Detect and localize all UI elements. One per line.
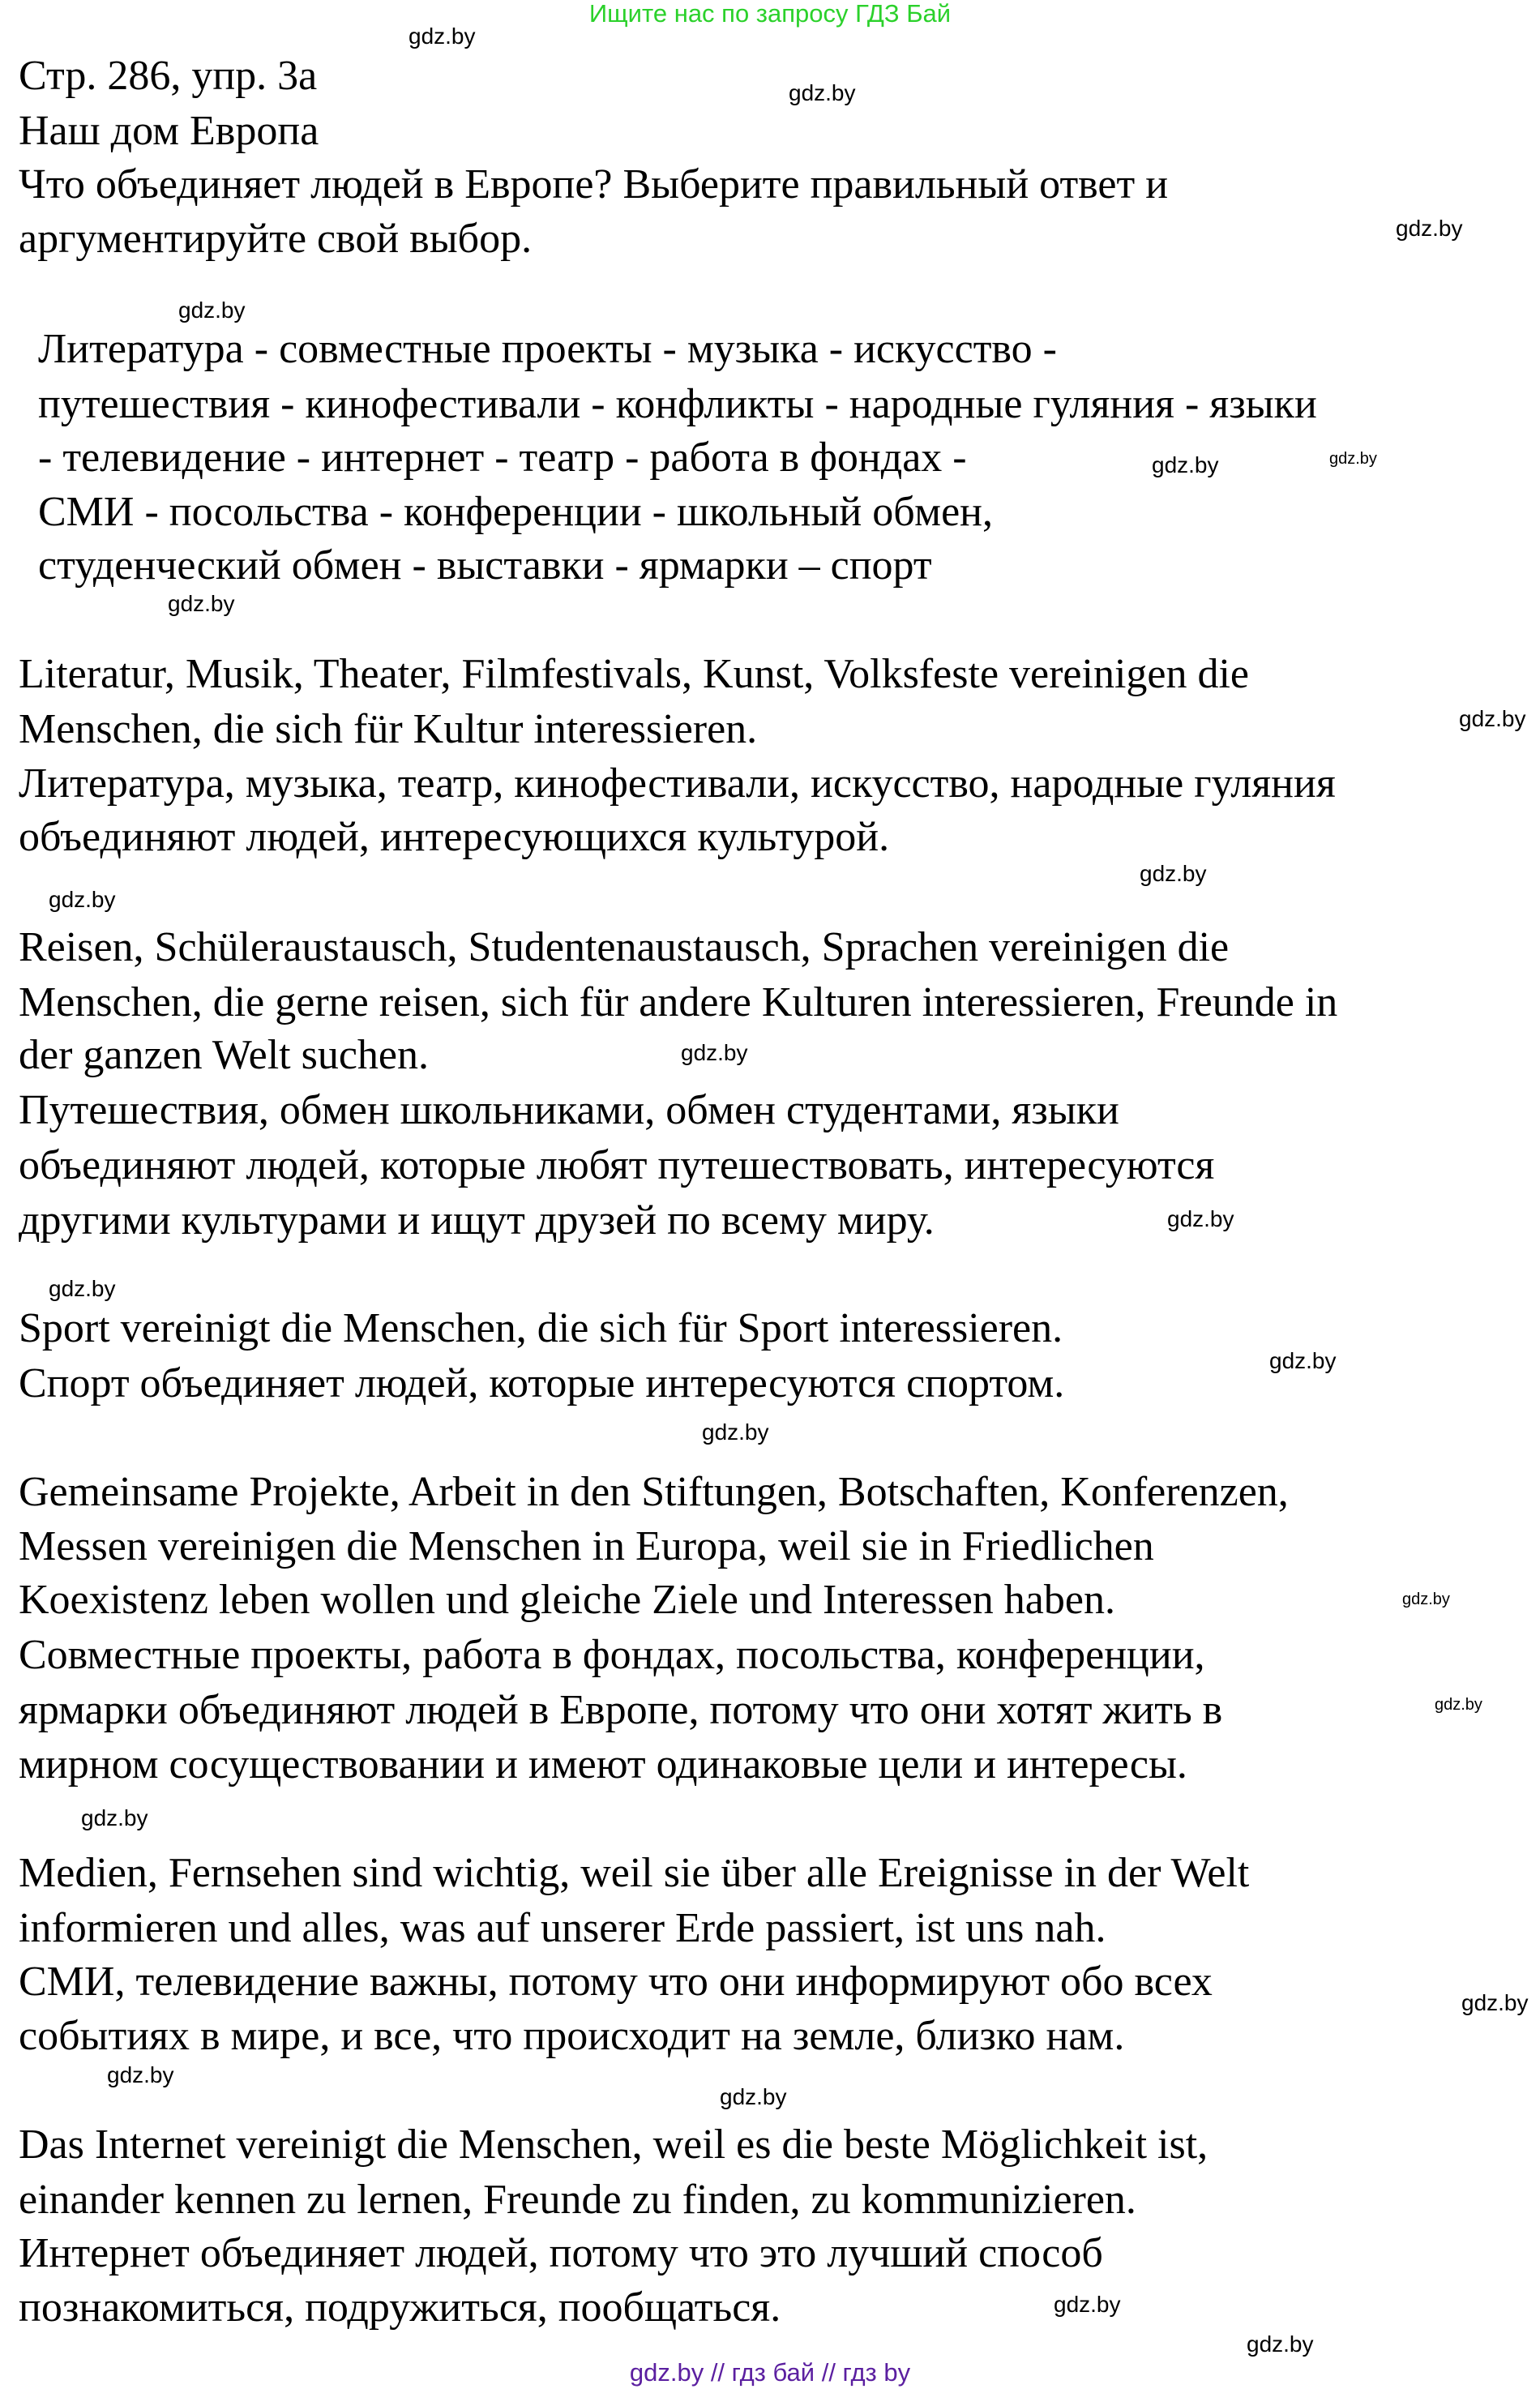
answer-line: событиях в мире, и все, что происходит на земле, близко нам. <box>19 2013 1125 2059</box>
answer-line: Messen vereinigen die Menschen in Europa, weil sie in Friedlichen <box>19 1523 1154 1569</box>
word-list-line: студенческий обмен - выставки - ярмарки – спорт <box>38 542 932 589</box>
word-list-line: - телевидение - интернет - театр - работа в фондах - <box>38 435 967 481</box>
watermark-text: gdz.by <box>1152 452 1219 477</box>
answer-line: ярмарки объединяют людей в Европе, потому что они хотят жить в <box>19 1687 1223 1733</box>
promo-banner[interactable]: Ищите нас по запросу ГДЗ Бай <box>588 0 952 28</box>
watermark-text: gdz.by <box>49 887 116 912</box>
task-line: аргументируйте свой выбор. <box>19 216 533 262</box>
answer-line: Reisen, Schüleraustausch, Studentenaustausch, Sprachen vereinigen die <box>19 924 1230 970</box>
answer-line: Sport vereinigt die Menschen, die sich für Sport interessieren. <box>19 1305 1063 1351</box>
answer-line: Gemeinsame Projekte, Arbeit in den Stiftungen, Botschaften, Konferenzen, <box>19 1469 1289 1515</box>
watermark-text: gdz.by <box>49 1276 116 1301</box>
watermark-text: gdz.by <box>702 1419 769 1445</box>
task-line: Что объединяет людей в Европе? Выберите правильный ответ и <box>19 161 1169 208</box>
answer-line: Medien, Fernsehen sind wichtig, weil sie über alle Ereignisse in der Welt <box>19 1850 1250 1896</box>
answer-line: Спорт объединяет людей, которые интересуются спортом. <box>19 1360 1065 1406</box>
watermark-text: gdz.by <box>1461 1990 1529 2015</box>
watermark-text: gdz.by <box>1054 2292 1121 2317</box>
answer-line: Das Internet vereinigt die Menschen, weil es die beste Möglichkeit ist, <box>19 2121 1208 2168</box>
answer-line: СМИ, телевидение важны, потому что они информируют обо всех <box>19 1959 1213 2005</box>
answer-line: einander kennen zu lernen, Freunde zu finden, zu kommunizieren. <box>19 2177 1136 2223</box>
answer-line: Совместные проекты, работа в фондах, посольства, конференции, <box>19 1632 1205 1678</box>
watermark-text: gdz.by <box>168 591 235 616</box>
watermark-text: gdz.by <box>1396 216 1463 241</box>
watermark-text: gdz.by <box>81 1805 148 1830</box>
answer-line: Menschen, die sich für Kultur interessieren. <box>19 706 758 752</box>
watermark-text: gdz.by <box>107 2062 174 2087</box>
answer-line: другими культурами и ищут друзей по всему миру. <box>19 1197 935 1244</box>
answer-line: объединяют людей, интересующихся культурой. <box>19 814 890 860</box>
answer-line: Menschen, die gerne reisen, sich für andere Kulturen interessieren, Freunde in <box>19 979 1338 1025</box>
watermark-text: gdz.by <box>1269 1348 1337 1373</box>
watermark-text: gdz.by <box>1247 2331 1314 2357</box>
watermark-text: gdz.by <box>1140 861 1207 886</box>
answer-line: Literatur, Musik, Theater, Filmfestivals, Kunst, Volksfeste vereinigen die <box>19 651 1250 697</box>
watermark-text: gdz.by <box>178 298 246 323</box>
watermark-text: gdz.by <box>789 80 856 105</box>
answer-line: мирном сосуществовании и имеют одинаковые цели и интересы. <box>19 1741 1187 1787</box>
answer-line: познакомиться, подружиться, пообщаться. <box>19 2284 781 2331</box>
watermark-text: gdz.by <box>1167 1206 1234 1231</box>
watermark-text: gdz.by <box>1402 1591 1450 1608</box>
watermark-text: gdz.by <box>1329 450 1377 468</box>
answer-line: Путешествия, обмен школьниками, обмен студентами, языки <box>19 1087 1119 1133</box>
watermark-text: gdz.by <box>720 2084 787 2109</box>
word-list-line: путешествия - кинофестивали - конфликты - народные гуляния - языки <box>38 381 1317 427</box>
topic-title: Наш дом Европа <box>19 108 319 154</box>
word-list-line: Литература - совместные проекты - музыка - искусство - <box>38 326 1057 372</box>
page-reference: Стр. 286, упр. 3а <box>19 53 318 99</box>
answer-line: Интернет объединяет людей, потому что это лучший способ <box>19 2230 1103 2276</box>
word-list-line: СМИ - посольства - конференции - школьный обмен, <box>38 489 993 535</box>
watermark-text: gdz.by <box>409 24 476 49</box>
answer-line: Литература, музыка, театр, кинофестивали, искусство, народные гуляния <box>19 760 1336 807</box>
answer-line: Koexistenz leben wollen und gleiche Ziele und Interessen haben. <box>19 1577 1115 1623</box>
watermark-text: gdz.by <box>681 1040 748 1065</box>
footer-links[interactable]: gdz.by // гдз бай // гдз by <box>629 2358 911 2387</box>
watermark-text: gdz.by <box>1435 1696 1482 1714</box>
answer-line: informieren und alles, was auf unserer Erde passiert, ist uns nah. <box>19 1905 1106 1951</box>
watermark-text: gdz.by <box>1459 706 1526 731</box>
answer-line: der ganzen Welt suchen. <box>19 1032 429 1078</box>
answer-line: объединяют людей, которые любят путешествовать, интересуются <box>19 1142 1215 1188</box>
